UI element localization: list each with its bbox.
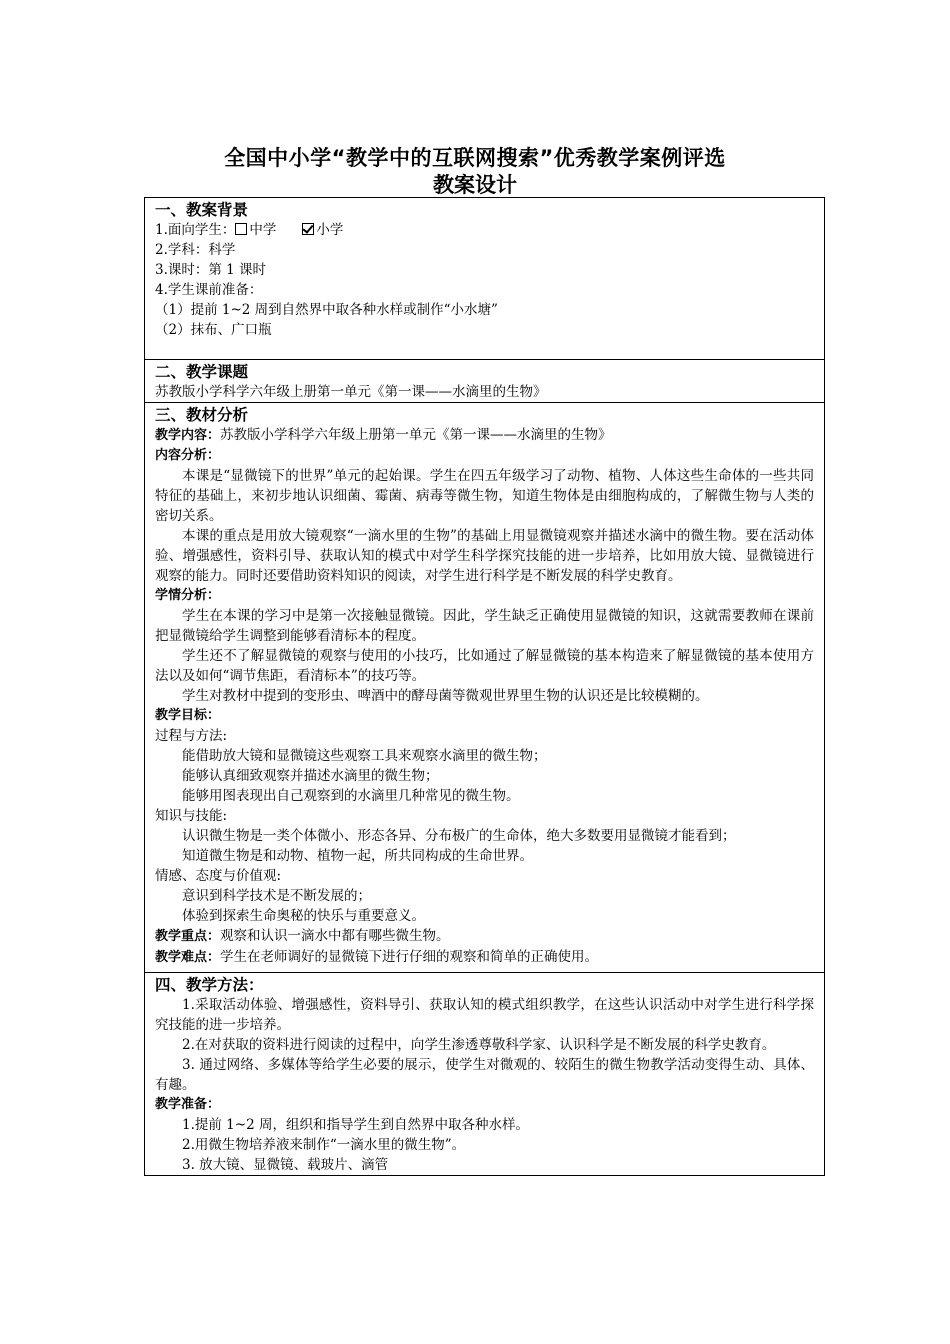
goals-label: 教学目标： (155, 708, 221, 723)
topic-text: 苏教版小学科学六年级上册第一单元《第一课——水滴里的生物》 (155, 384, 547, 400)
content-text: 苏教版小学科学六年级上册第一单元《第一课——水滴里的生物》 (220, 427, 612, 443)
checkbox-middle-school[interactable] (235, 223, 247, 235)
document-title: 全国中小学“教学中的互联网搜索”优秀教学案例评选 (224, 146, 726, 170)
knowledge-item: 认识微生物是一类个体微小、形态各异、分布极广的生命体，绝大多数要用显微镜才能看到； (182, 828, 736, 844)
section-heading: 二、教学课题 (155, 363, 249, 381)
lesson-plan-table (144, 197, 825, 1176)
prep-title: 4.学生课前准备： (155, 282, 263, 298)
prep-item: （2）抹布、广口瓶 (155, 322, 272, 338)
option-middle-school-label: 中学 (249, 222, 277, 238)
preparation-item: 2.用微生物培养液来制作“一滴水里的微生物”。 (182, 1137, 466, 1153)
emotion-item: 意识到科学技术是不断发展的； (182, 888, 371, 904)
preparation-label: 教学准备： (155, 1097, 221, 1112)
preparation-item: 1.提前 1~2 周，组织和指导学生到自然界中取各种水样。 (182, 1117, 529, 1133)
preparation-item: 3. 放大镜、显微镜、载玻片、滴管 (182, 1157, 389, 1173)
section-topic (145, 359, 824, 402)
knowledge-title: 知识与技能: (155, 808, 228, 824)
hours-line: 3.课时：第 1 课时 (155, 262, 267, 278)
analysis-label: 内容分析： (155, 448, 221, 463)
key-point-line (155, 926, 814, 947)
learner-paragraph: 学生对教材中提到的变形虫、啤酒中的酵母菌等微观世界里生物的认识还是比较模糊的。 (182, 688, 709, 704)
process-item: 能够认真细致观察并描述水滴里的微生物； (182, 768, 439, 784)
difficulty-text: 学生在老师调好的显微镜下进行仔细的观察和简单的正确使用。 (220, 949, 599, 965)
learner-analysis-label: 学情分析： (155, 588, 221, 603)
process-item: 能借助放大镜和显微镜这些观察工具来观察水滴里的微生物； (182, 748, 547, 764)
section-textbook-analysis (145, 402, 824, 972)
document-subtitle: 教案设计 (433, 173, 517, 197)
key-point-text: 观察和认识一滴水中都有哪些微生物。 (220, 928, 450, 944)
document-header (0, 144, 950, 198)
section-heading: 一、教案背景 (155, 201, 249, 219)
analysis-paragraph: 本课的重点是用放大镜观察“一滴水里的生物”的基础上用显微镜观察并描述水滴中的微生物。要在活动体验、增强感性，资料引导、获取认知的模式中对学生科学探究技能的进一步培养，比如用放大镜、显微镜进行观察的能力。同时还要借助资料知识的阅读，对学生进行科学是不断发展的科学史教育。 (155, 528, 814, 584)
checkbox-primary-school[interactable] (302, 223, 314, 235)
emotion-item: 体验到探索生命奥秘的快乐与重要意义。 (182, 908, 425, 924)
difficulty-line (155, 947, 814, 968)
learner-paragraph: 学生还不了解显微镜的观察与使用的小技巧，比如通过了解显微镜的基本构造来了解显微镜的基本使用方法以及如何“调节焦距，看清标本”的技巧等。 (155, 648, 814, 684)
method-item: 2.在对获取的资料进行阅读的过程中，向学生渗透尊敬科学家、认识科学是不断发展的科学史教育。 (182, 1037, 776, 1053)
option-primary-school-label: 小学 (316, 222, 344, 238)
content-label: 教学内容： (155, 428, 221, 443)
section-heading: 四、教学方法： (155, 976, 264, 994)
section-background (145, 198, 824, 359)
difficulty-label: 教学难点： (155, 950, 221, 965)
audience-label: 1.面向学生： (155, 222, 236, 238)
subject-line: 2.学科：科学 (155, 242, 236, 258)
learner-paragraph: 学生在本课的学习中是第一次接触显微镜。因此，学生缺乏正确使用显微镜的知识，这就需要教师在课前把显微镜给学生调整到能够看清标本的程度。 (155, 608, 814, 644)
process-item: 能够用图表现出自己观察到的水滴里几种常见的微生物。 (182, 788, 520, 804)
section-teaching-methods (145, 972, 824, 1175)
section-heading: 三、教材分析 (155, 406, 249, 424)
prep-item: （1）提前 1~2 周到自然界中取各种水样或制作“小水塘” (155, 302, 498, 318)
content-line (155, 425, 814, 446)
method-item: 3. 通过网络、多媒体等给学生必要的展示，使学生对微观的、较陌生的微生物教学活动变得生动、具体、有趣。 (155, 1057, 814, 1093)
analysis-paragraph: 本课是“显微镜下的世界”单元的起始课。学生在四五年级学习了动物、植物、人体这些生命体的一些共同特征的基础上，来初步地认识细菌、霉菌、病毒等微生物，知道生物体是由细胞构成的，了解微生物与人类的密切关系。 (155, 468, 814, 524)
method-item: 1.采取活动体验、增强感性，资料导引、获取认知的模式组织教学，在这些认识活动中对学生进行科学探究技能的进一步培养。 (155, 997, 814, 1033)
key-point-label: 教学重点： (155, 929, 221, 944)
emotion-title: 情感、态度与价值观: (155, 868, 282, 884)
audience-line (155, 220, 814, 240)
process-title: 过程与方法: (155, 728, 228, 744)
knowledge-item: 知道微生物是和动物、植物一起，所共同构成的生命世界。 (182, 848, 533, 864)
